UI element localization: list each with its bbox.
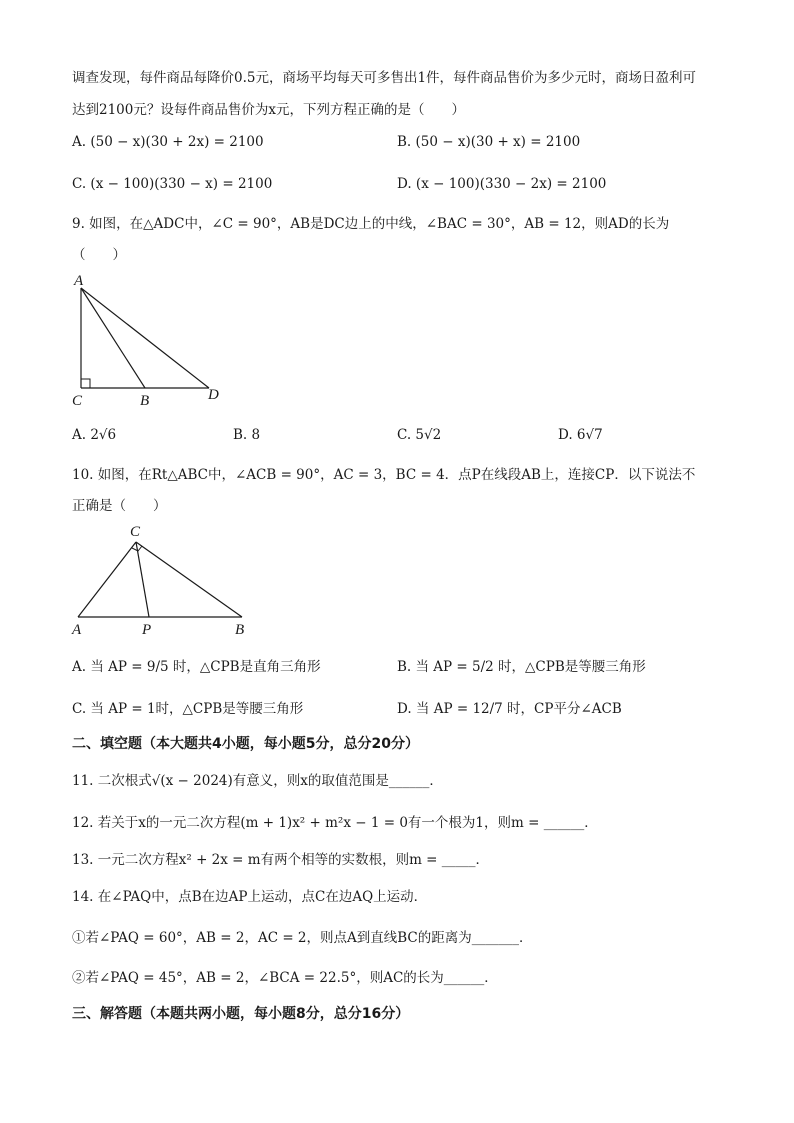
q9-side-ad <box>81 288 209 388</box>
q10-option-b[interactable]: B. 当 AP = 5/2 时，△CPB是等腰三角形 <box>397 659 646 675</box>
q8-option-a[interactable]: A. (50 − x)(30 + 2x) = 2100 <box>72 134 264 150</box>
q10-side-ac <box>78 542 136 617</box>
q8-option-b[interactable]: B. (50 − x)(30 + x) = 2100 <box>397 134 581 150</box>
q10-text-line1: 10. 如图，在Rt△ABC中，∠ACB = 90°，AC = 3，BC = 4．点P在线段AB上，连接CP．以下说法不 <box>72 467 696 483</box>
q8-text-line1: 调查发现，每件商品每降价0.5元，商场平均每天可多售出1件，每件商品售价为多少元时，商场日盈利可 <box>72 70 697 86</box>
q9-median-ab <box>81 288 145 388</box>
q10-label-c: C <box>130 524 141 540</box>
q12-text: 12. 若关于x的一元二次方程(m + 1)x² + m²x − 1 = 0有一个根为1，则m = ______． <box>72 815 598 831</box>
q10-segment-cp <box>136 542 149 617</box>
q9-option-c[interactable]: C. 5√2 <box>397 427 442 443</box>
q9-label-c: C <box>72 393 83 409</box>
q10-label-p: P <box>142 622 152 638</box>
section-2-heading: 二、填空题（本大题共4小题，每小题5分，总分20分） <box>72 736 419 752</box>
q14-text-line1: 14. 在∠PAQ中，点B在边AP上运动，点C在边AQ上运动． <box>72 889 428 905</box>
q10-side-bc <box>136 542 242 617</box>
q9-option-b[interactable]: B. 8 <box>233 427 261 443</box>
q9-option-a[interactable]: A. 2√6 <box>72 427 117 443</box>
q10-option-c[interactable]: C. 当 AP = 1时，△CPB是等腰三角形 <box>72 701 304 717</box>
q11-text: 11. 二次根式√(x − 2024)有意义，则x的取值范围是______． <box>72 773 443 789</box>
q9-option-d[interactable]: D. 6√7 <box>558 427 603 443</box>
q10-option-a[interactable]: A. 当 AP = 9/5 时，△CPB是直角三角形 <box>72 659 321 675</box>
q8-text-line2: 达到2100元？设每件商品售价为x元，下列方程正确的是（ ） <box>72 102 465 118</box>
q9-label-a: A <box>74 273 84 289</box>
q14-part2: ②若∠PAQ = 45°，AB = 2，∠BCA = 22.5°，则AC的长为______． <box>72 970 498 986</box>
q9-right-angle-mark <box>81 379 90 388</box>
q9-text-line2: （ ） <box>72 247 126 263</box>
q9-label-d: D <box>208 387 219 403</box>
section-3-heading: 三、解答题（本题共两小题，每小题8分，总分16分） <box>72 1006 410 1022</box>
q10-option-d[interactable]: D. 当 AP = 12/7 时，CP平分∠ACB <box>397 701 622 717</box>
q13-text: 13. 一元二次方程x² + 2x = m有两个相等的实数根，则m = _____． <box>72 852 490 868</box>
q14-part1: ①若∠PAQ = 60°，AB = 2，AC = 2，则点A到直线BC的距离为_______． <box>72 930 533 946</box>
q10-text-line2: 正确是（ ） <box>72 498 167 514</box>
q10-label-a: A <box>72 622 82 638</box>
q10-label-b: B <box>235 622 245 638</box>
q9-label-b: B <box>140 393 150 409</box>
q8-option-c[interactable]: C. (x − 100)(330 − x) = 2100 <box>72 176 273 192</box>
q8-option-d[interactable]: D. (x − 100)(330 − 2x) = 2100 <box>397 176 607 192</box>
q9-text-line1: 9. 如图，在△ADC中，∠C = 90°，AB是DC边上的中线，∠BAC = 30°，AB = 12，则AD的长为 <box>72 216 670 232</box>
q9-triangle-figure <box>70 272 230 410</box>
q10-triangle-figure <box>68 520 258 640</box>
